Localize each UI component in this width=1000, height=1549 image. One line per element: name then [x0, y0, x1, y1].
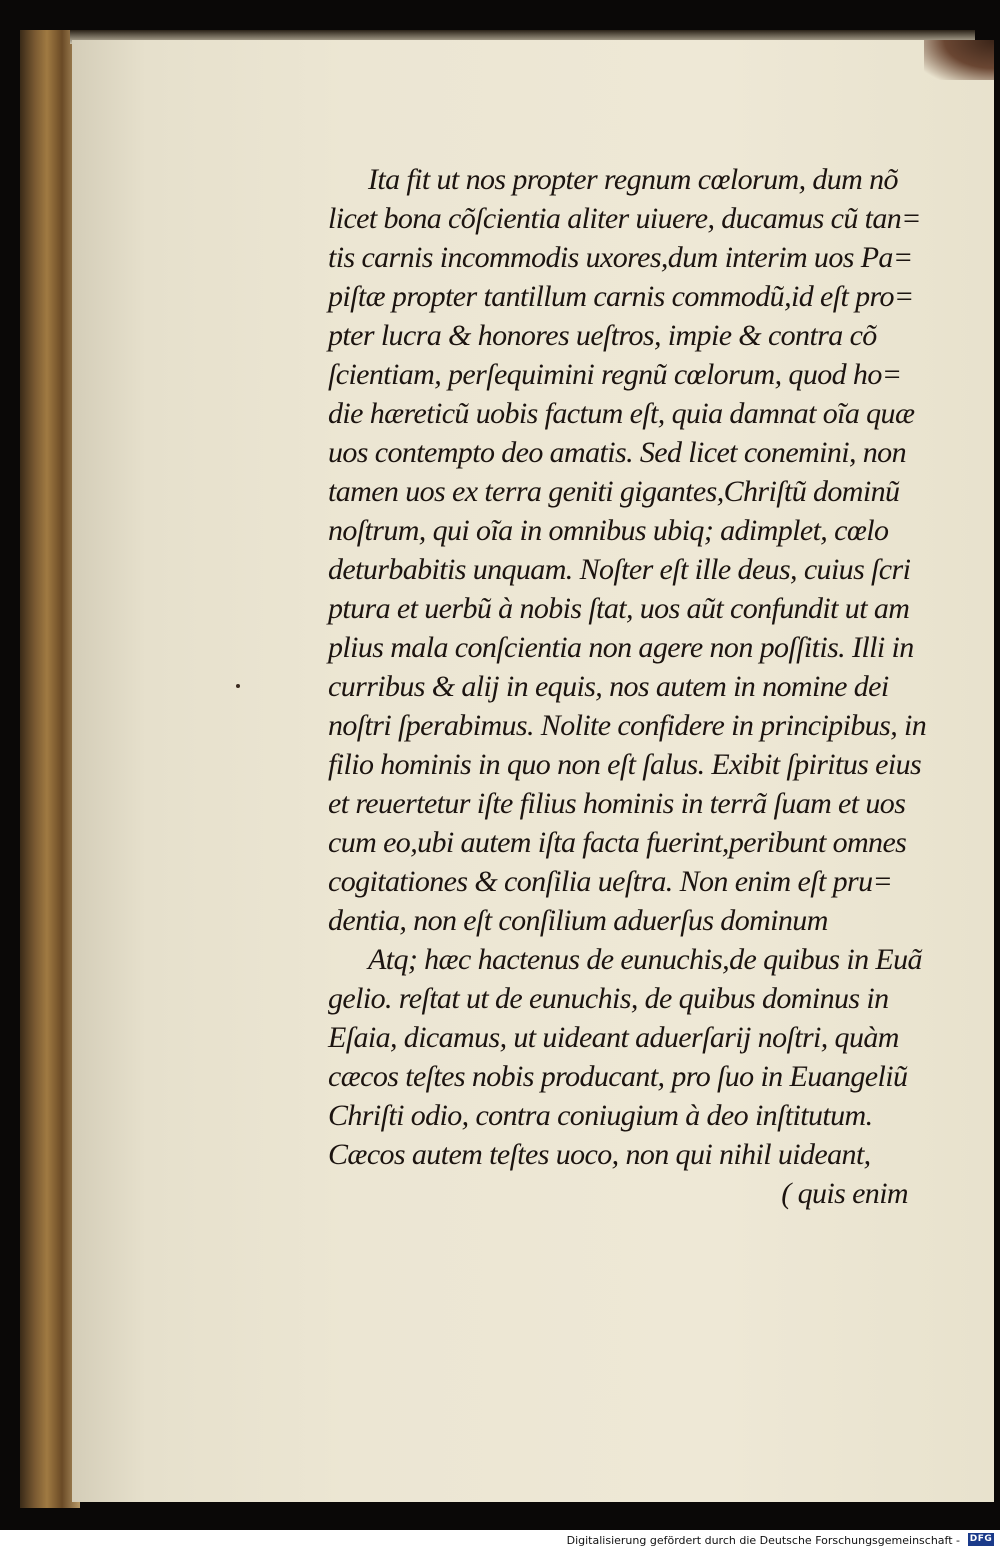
text-line: piſtæ propter tantillum carnis commodũ,id eſt pro=: [328, 280, 914, 313]
text-line: filio hominis in quo non eſt ſalus. Exibit ſpiritus eius: [328, 748, 922, 781]
text-line: tis carnis incommodis uxores,dum interim uos Pa=: [328, 241, 913, 274]
text-line: dentia, non eſt conſilium aduerſus dominum: [328, 904, 828, 937]
catchword: ( quis enim: [781, 1177, 908, 1210]
text-line: cæcos teſtes nobis producant, pro ſuo in Euangeliũ: [328, 1060, 908, 1093]
text-line: ſcientiam, perſequimini regnũ cœlorum, quod ho=: [328, 358, 902, 391]
footer-bar: [0, 1530, 1000, 1549]
text-line: noſtri ſperabimus. Nolite confidere in principibus, in: [328, 709, 927, 742]
text-line: Ita fit ut nos propter regnum cœlorum, dum nõ: [368, 163, 898, 196]
text-line: uos contempto deo amatis. Sed licet conemini, non: [328, 436, 906, 469]
text-line: tamen uos ex terra geniti gigantes,Chriſtũ dominũ: [328, 475, 900, 508]
text-line: deturbabitis unquam. Noſter eſt ille deus, cuius ſcri: [328, 553, 911, 586]
text-line: curribus & alij in equis, nos autem in nomine dei: [328, 670, 889, 703]
text-line: Eſaia, dicamus, ut uideant aduerſarij noſtri, quàm: [328, 1021, 899, 1054]
dfg-logo-icon: DFG: [969, 1534, 993, 1544]
text-line: cogitationes & conſilia ueſtra. Non enim eſt pru=: [328, 865, 893, 898]
page-text: [328, 160, 948, 1213]
text-line: et reuertetur iſte filius hominis in terrã ſuam et uos: [328, 787, 906, 820]
page-corner-stain: [924, 40, 994, 80]
book-page-edges: [20, 30, 80, 1508]
text-line: Cæcos autem teſtes uoco, non qui nihil uideant,: [328, 1138, 871, 1171]
text-line: noſtrum, qui oĩa in omnibus ubiq; adimplet, cœlo: [328, 514, 889, 547]
text-line: Chriſti odio, contra coniugium à deo inſtitutum.: [328, 1099, 873, 1132]
ink-speck: [236, 684, 240, 688]
text-line: gelio. reſtat ut de eunuchis, de quibus dominus in: [328, 982, 889, 1015]
text-line: Atq; hæc hactenus de eunuchis,de quibus in Euã: [368, 943, 922, 976]
text-line: licet bona cõſcientia aliter uiuere, ducamus cũ tan=: [328, 202, 921, 235]
text-line: plius mala conſcientia non agere non poſſitis. Illi in: [328, 631, 914, 664]
funding-credit: Digitalisierung gefördert durch die Deutsche Forschungsgemeinschaft -: [566, 1534, 960, 1547]
text-line: die hæreticũ uobis factum eſt, quia damnat oĩa quæ: [328, 397, 915, 430]
text-line: pter lucra & honores ueſtros, impie & contra cõ: [328, 319, 877, 352]
text-line: cum eo,ubi autem iſta facta fuerint,peribunt omnes: [328, 826, 907, 859]
text-line: ptura et uerbũ à nobis ſtat, uos aũt confundit ut am: [328, 592, 910, 625]
